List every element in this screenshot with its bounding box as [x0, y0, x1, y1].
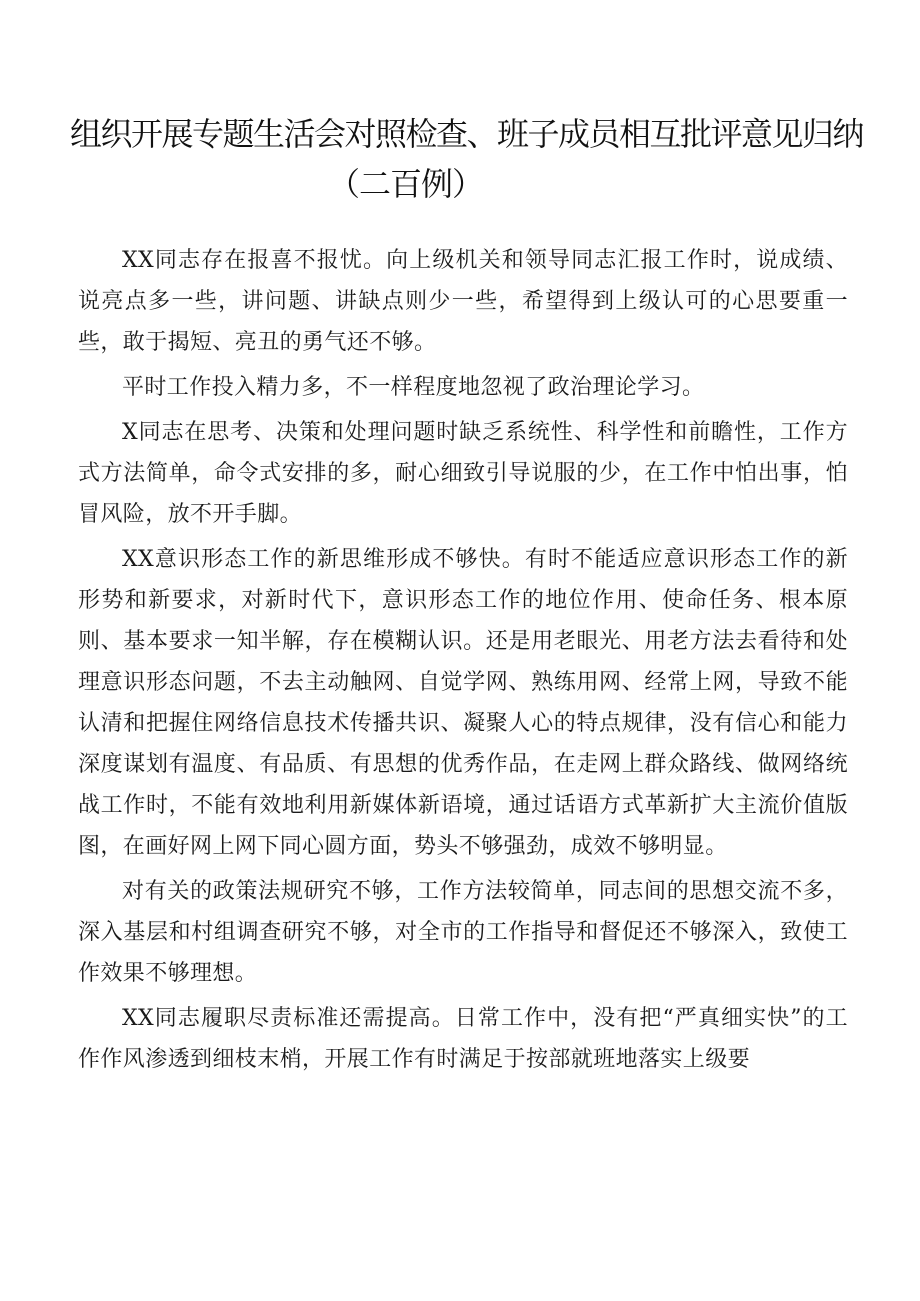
paragraph-5: 对有关的政策法规研究不够，工作方法较简单，同志间的思想交流不多，深入基层和村组调查研究不够，对全市的工作指导和督促还不够深入，致使工作效果不够理想。 [78, 879, 848, 986]
paragraph-2: 平时工作投入精力多，不一样程度地忽视了政治理论学习。 [122, 375, 705, 400]
paragraph-1: XX同志存在报喜不报忧。向上级机关和领导同志汇报工作时，说成绩、说亮点多一些，讲问题、讲缺点则少一些，希望得到上级认可的心思要重一些，敢于揭短、亮丑的勇气还不够。 [78, 248, 848, 355]
paragraph-3: X同志在思考、决策和处理问题时缺乏系统性、科学性和前瞻性，工作方式方法简单，命令式安排的多，耐心细致引导说服的少，在工作中怕出事，怕冒风险，放不开手脚。 [78, 420, 848, 527]
title-line-2: （二百例） [328, 165, 484, 203]
document-title [70, 112, 864, 206]
paragraph-6: XX同志履职尽责标准还需提高。日常工作中，没有把“严真细实快”的工作作风渗透到细枝末梢，开展工作有时满足于按部就班地落实上级要 [78, 1006, 848, 1072]
document-body [78, 240, 848, 1084]
paragraph-4: XX意识形态工作的新思维形成不够快。有时不能适应意识形态工作的新形势和新要求，对新时代下，意识形态工作的地位作用、使命任务、根本原则、基本要求一知半解，存在模糊认识。还是用老眼光、用老方法去看待和处理意识形态问题，不去主动触网、自觉学网、熟练用网、经常上网，导致不能认清和把握住网络信息技术传播共识、凝聚人心的特点规律，没有信心和能力深度谋划有温度、有品质、有思想的优秀作品，在走网上群众路线、做网络统战工作时，不能有效地利用新媒体新语境，通过话语方式革新扩大主流价值版图，在画好网上网下同心圆方面，势头不够强劲，成效不够明显。 [78, 547, 848, 859]
title-line-1: 组织开展专题生活会对照检查、班子成员相互批评意见归纳 [70, 115, 864, 153]
